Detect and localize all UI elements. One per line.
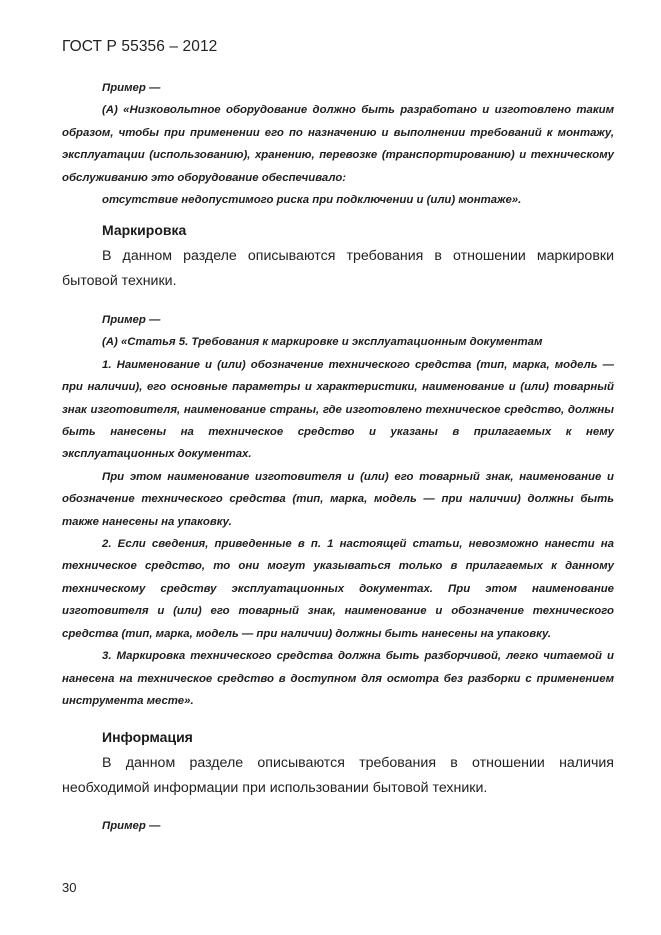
section-text-marking bbox=[62, 244, 614, 294]
body-paragraph: В данном разделе описываются требования в отношении маркировки бытовой техники. bbox=[62, 248, 614, 289]
section-heading-marking: Маркировка bbox=[102, 222, 187, 238]
example-paragraph: 1. Наименование и (или) обозначение технического средства (тип, марка, модель — при наличии), его основные параметры и характеристики, наименование и (или) товарный знак изготовителя, наименование страны, где изготовлено техническое средство, должны быть нанесены на техническое средство и указаны в прилагаемых к нему эксплуатационных документах. bbox=[62, 358, 614, 461]
example-3 bbox=[62, 815, 614, 837]
example-paragraph: (А) «Статья 5. Требования к маркировке и эксплуатационным документам bbox=[102, 336, 543, 349]
example-label: Пример — bbox=[102, 820, 161, 832]
example-paragraph: отсутствие недопустимого риска при подключении и (или) монтаже». bbox=[102, 194, 522, 207]
section-text-information bbox=[62, 751, 614, 801]
body-paragraph: В данном разделе описываются требования в отношении наличия необходимой информации при использовании бытовой техники. bbox=[62, 755, 614, 796]
example-label: Пример — bbox=[102, 314, 161, 326]
page-number: 30 bbox=[62, 880, 77, 895]
document-header: ГОСТ Р 55356 – 2012 bbox=[62, 38, 218, 55]
example-paragraph: (А) «Низковольтное оборудование должно быть разработано и изготовлено таким образом, чтобы при применении его по назначению и выполнении требований к монтажу, эксплуатации (использованию), хранению, перевозке (транспортированию) и техническому обслуживанию это оборудование обеспечивало: bbox=[62, 104, 614, 184]
example-paragraph: При этом наименование изготовителя и (или) его товарный знак, наименование и обозначение технического средства (тип, марка, модель — при наличии) должны быть также нанесены на упаковку. bbox=[62, 470, 614, 528]
example-2 bbox=[62, 309, 614, 712]
example-label: Пример — bbox=[102, 82, 161, 94]
example-paragraph: 2. Если сведения, приведенные в п. 1 настоящей статьи, невозможно нанести на техническое средство, то они могут указываться только в прилагаемых к данному техническому средству эксплуатационных документах. При этом наименование изготовителя и (или) его товарный знак, наименование и обозначение технического средства (тип, марка, модель — при наличии) должны быть нанесены на упаковку. bbox=[62, 538, 614, 640]
section-heading-information: Информация bbox=[102, 729, 193, 745]
example-paragraph: 3. Маркировка технического средства должна быть разборчивой, легко читаемой и нанесена на техническое средство в доступном для осмотра без разборки с применением инструмента месте». bbox=[62, 650, 614, 707]
example-1 bbox=[62, 77, 614, 211]
